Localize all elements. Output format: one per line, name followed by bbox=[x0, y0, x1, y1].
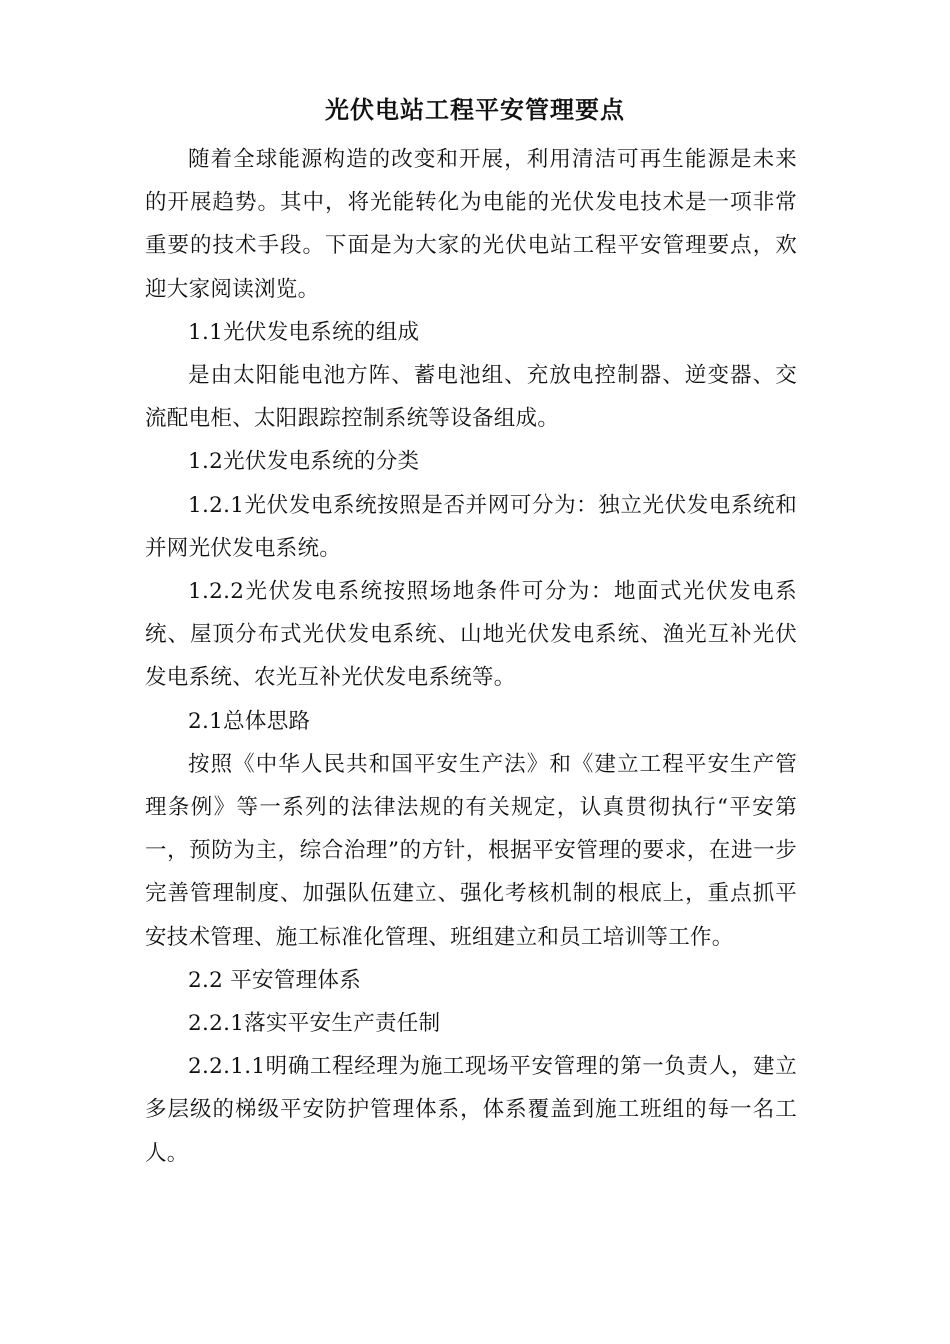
heading-2-1: 2.1总体思路 bbox=[188, 708, 311, 734]
heading-1-1: 1.1光伏发电系统的组成 bbox=[188, 319, 420, 345]
document-title: 光伏电站工程平安管理要点 bbox=[325, 96, 625, 124]
heading-2-2: 2.2 平安管理体系 bbox=[188, 967, 362, 993]
paragraph-overall-approach: 按照《中华人民共和国平安生产法》和《建立工程平安生产管理条例》等一系列的法律法规的有关规定，认真贯彻执行“平安第一，预防为主，综合治理”的方针，根据平安管理的要求，在进一步完善管理制度、加强队伍建立、强化考核机制的根底上，重点抓平安技术管理、施工标准化管理、班组建立和员工培训等工作。 bbox=[145, 751, 797, 950]
document-body bbox=[145, 138, 797, 1175]
heading-1-2: 1.2光伏发电系统的分类 bbox=[188, 449, 420, 475]
paragraph-composition: 是由太阳能电池方阵、蓄电池组、充放电控制器、逆变器、交流配电柜、太阳跟踪控制系统等设备组成。 bbox=[145, 363, 797, 432]
paragraph-intro: 随着全球能源构造的改变和开展，利用清洁可再生能源是未来的开展趋势。其中，将光能转化为电能的光伏发电技术是一项非常重要的技术手段。下面是为大家的光伏电站工程平安管理要点，欢迎大家阅读浏览。 bbox=[145, 147, 797, 302]
paragraph-1-2-2: 1.2.2光伏发电系统按照场地条件可分为：地面式光伏发电系统、屋顶分布式光伏发电系统、山地光伏发电系统、渔光互补光伏发电系统、农光互补光伏发电系统等。 bbox=[145, 579, 797, 691]
paragraph-1-2-1: 1.2.1光伏发电系统按照是否并网可分为：独立光伏发电系统和并网光伏发电系统。 bbox=[145, 492, 797, 561]
heading-2-2-1: 2.2.1落实平安生产责任制 bbox=[188, 1011, 441, 1037]
paragraph-2-2-1-1: 2.2.1.1明确工程经理为施工现场平安管理的第一负责人，建立多层级的梯级平安防护管理体系，体系覆盖到施工班组的每一名工人。 bbox=[145, 1054, 797, 1166]
